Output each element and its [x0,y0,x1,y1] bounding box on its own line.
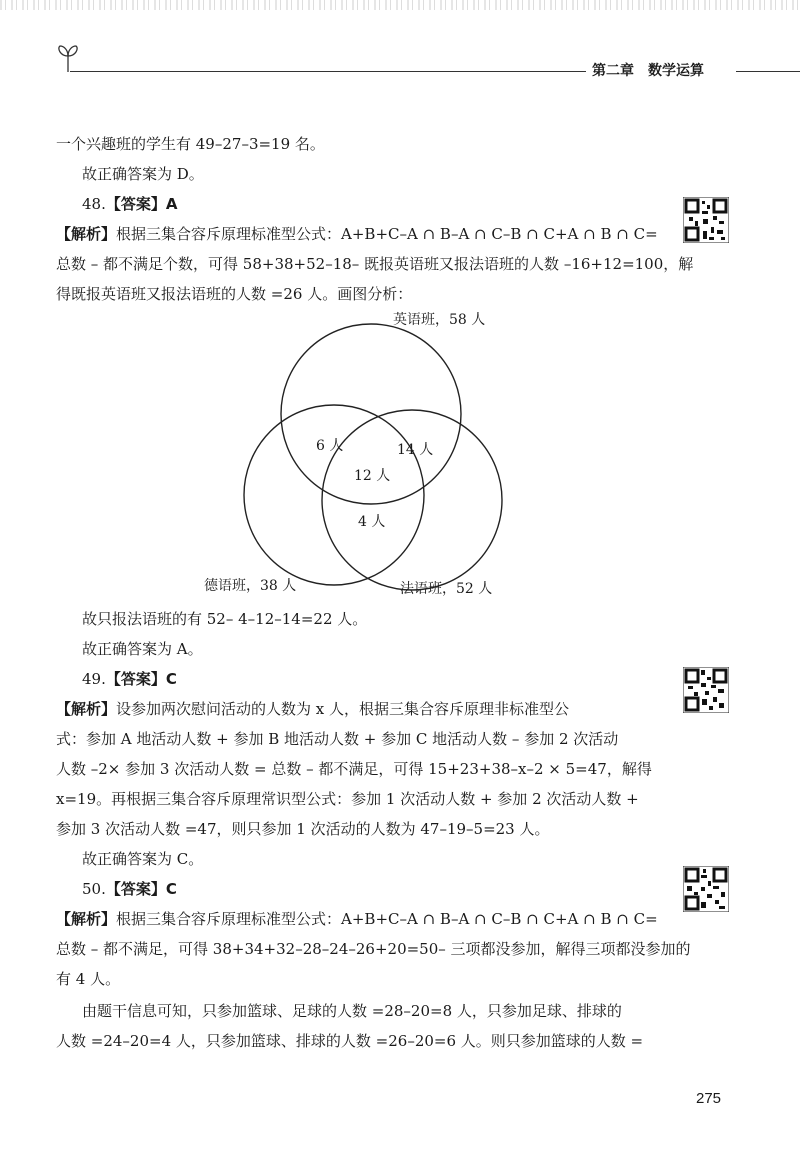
analysis-label: 【解析】 [56,910,117,928]
qr-code-icon[interactable] [683,866,729,912]
text-line: 由题干信息可知，只参加篮球、足球的人数 =28–20=8 人，只参加足球、排球的 [82,1002,622,1020]
scan-noise [0,0,800,10]
answer-50 [82,878,177,900]
label-german: 德语班，38 人 [204,578,297,594]
sprout-icon [54,44,82,74]
analysis-text: 根据三集合容斥原理标准型公式：A+B+C–A ∩ B–A ∩ C–B ∩ C+A ∩ B ∩ C= [116,225,658,243]
circle-french [322,410,502,590]
region-english-german: 6 人 [316,438,344,454]
text-line: 故正确答案为 A。 [82,640,203,658]
text-line: 故正确答案为 C。 [82,850,204,868]
region-german-french: 4 人 [358,514,386,530]
analysis-text: 设参加两次慰问活动的人数为 x 人，根据三集合容斥原理非标准型公 [116,700,570,718]
answer-label: 【答案】C [105,880,177,898]
answer-48 [82,193,177,215]
text-line: 总数 – 都不满足，可得 38+34+32–28–24–26+20=50– 三项都没参加，解得三项都没参加的 [56,940,691,958]
text-line: 故正确答案为 D。 [82,165,204,183]
analysis-text: 根据三集合容斥原理标准型公式：A+B+C–A ∩ B–A ∩ C–B ∩ C+A ∩ B ∩ C= [116,910,658,928]
analysis-48 [56,223,658,245]
label-french: 法语班，52 人 [400,581,493,597]
analysis-label: 【解析】 [56,225,117,243]
text-line: 总数 – 都不满足个数，可得 58+38+52–18– 既报英语班又报法语班的人数 –16+12=100，解 [56,255,694,273]
region-all-three: 12 人 [354,468,391,484]
venn-diagram [190,300,550,610]
page-number: 275 [696,1090,722,1107]
text-line: 得既报英语班又报法语班的人数 =26 人。画图分析： [56,285,413,303]
qr-code-icon[interactable] [683,197,729,243]
header-rule-left [70,71,586,72]
analysis-label: 【解析】 [56,700,117,718]
region-english-french: 14 人 [397,442,434,458]
circle-german [244,405,424,585]
header-rule-right [736,71,800,72]
answer-label: 【答案】C [105,670,177,688]
answer-label: 【答案】A [105,195,178,213]
analysis-49 [56,698,569,720]
chapter-title: 第二章 数学运算 [592,63,704,79]
text-line: 式：参加 A 地活动人数 + 参加 B 地活动人数 + 参加 C 地活动人数 – 参加 2 次活动 [56,730,619,748]
qr-code-icon[interactable] [683,667,729,713]
text-line: 故只报法语班的有 52– 4–12–14=22 人。 [82,610,368,628]
text-line: 人数 –2× 参加 3 次活动人数 = 总数 – 都不满足，可得 15+23+38–x–2 × 5=47，解得 [56,760,652,778]
question-number: 50. [82,880,106,898]
question-number: 49. [82,670,106,688]
label-english: 英语班，58 人 [393,312,486,328]
text-line: 人数 =24–20=4 人，只参加篮球、排球的人数 =26–20=6 人。则只参加篮球的人数 = [56,1032,644,1050]
question-number: 48. [82,195,106,213]
text-line: x=19。再根据三集合容斥原理常识型公式：参加 1 次活动人数 + 参加 2 次活动人数 + [56,790,639,808]
text-line: 参加 3 次活动人数 =47，则只参加 1 次活动的人数为 47–19–5=23 人。 [56,820,550,838]
text-line: 有 4 人。 [56,970,121,988]
analysis-50 [56,908,658,930]
answer-49 [82,668,177,690]
text-line: 一个兴趣班的学生有 49–27–3=19 名。 [56,135,325,153]
